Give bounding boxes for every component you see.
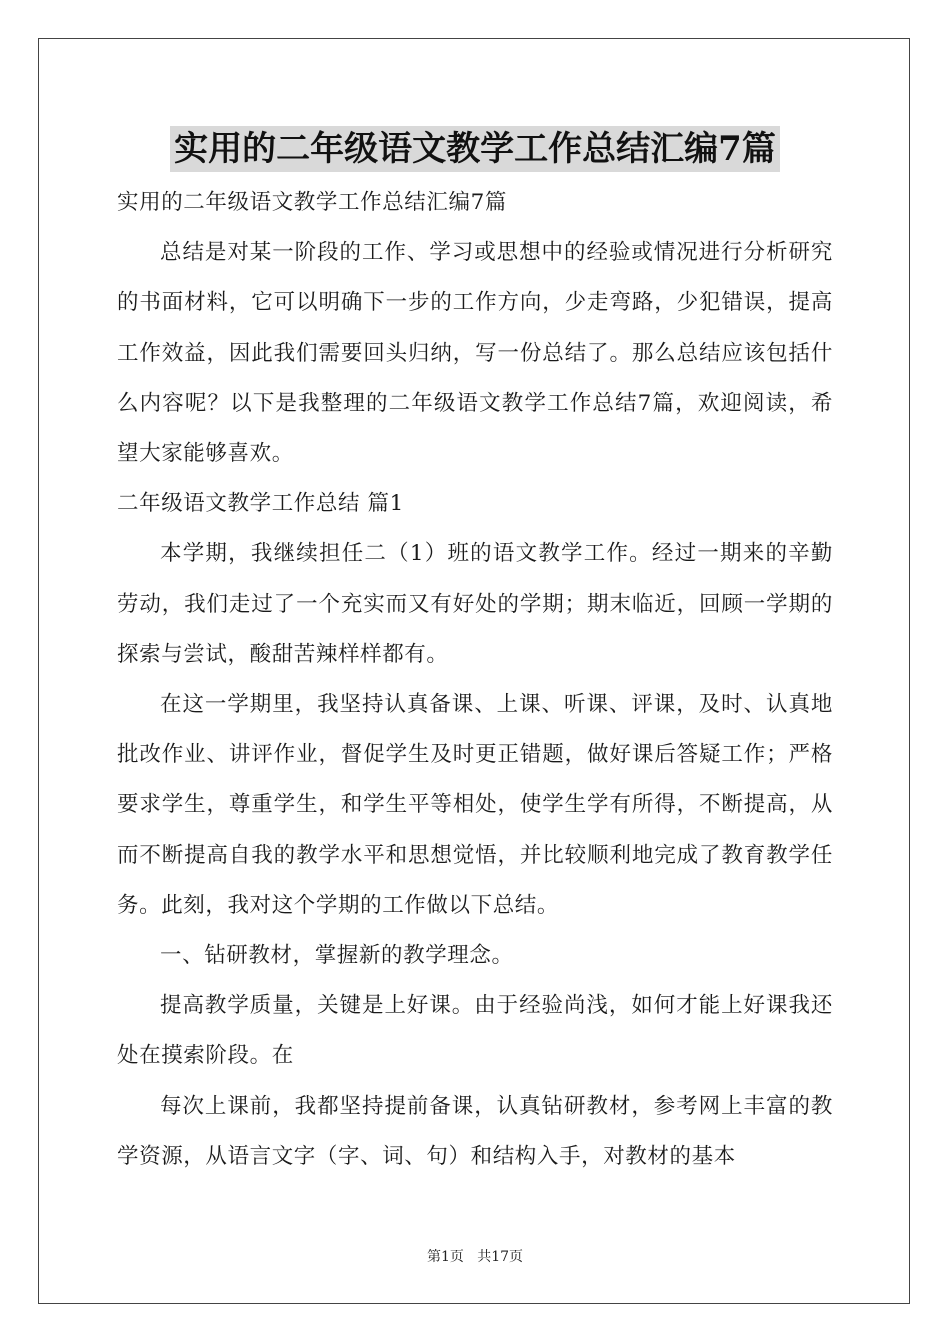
document-title: 实用的二年级语文教学工作总结汇编7篇	[170, 126, 780, 172]
paragraph: 提高教学质量，关键是上好课。由于经验尚浅，如何才能上好课我还处在摸索阶段。在	[117, 993, 833, 1069]
paragraph: 总结是对某一阶段的工作、学习或思想中的经验或情况进行分析研究的书面材料，它可以明确下一步的工作方向，少走弯路，少犯错误，提高工作效益，因此我们需要回头归纳，写一份总结了。那么总结应该包括什么内容呢？以下是我整理的二年级语文教学工作总结7篇，欢迎阅读，希望大家能够喜欢。	[117, 240, 833, 467]
page-footer: 第1页 共17页	[426, 1249, 524, 1265]
paragraph: 二年级语文教学工作总结 篇1	[117, 491, 404, 517]
paragraph: 每次上课前，我都坚持提前备课，认真钻研教材，参考网上丰富的教学资源，从语言文字（字、词、句）和结构入手，对教材的基本	[117, 1093, 833, 1169]
document-body	[117, 178, 833, 1182]
title-container	[0, 126, 950, 172]
document-subtitle: 实用的二年级语文教学工作总结汇编7篇	[117, 190, 507, 215]
paragraph: 本学期，我继续担任二（1）班的语文教学工作。经过一期来的辛勤劳动，我们走过了一个充实而又有好处的学期；期末临近，回顾一学期的探索与尝试，酸甜苦辣样样都有。	[117, 541, 833, 667]
paragraph: 在这一学期里，我坚持认真备课、上课、听课、评课，及时、认真地批改作业、讲评作业，督促学生及时更正错题，做好课后答疑工作；严格要求学生，尊重学生，和学生平等相处，使学生学有所得，不断提高，从而不断提高自我的教学水平和思想觉悟，并比较顺利地完成了教育教学任务。此刻，我对这个学期的工作做以下总结。	[117, 692, 833, 918]
paragraph: 一、钻研教材，掌握新的教学理念。	[160, 943, 514, 969]
